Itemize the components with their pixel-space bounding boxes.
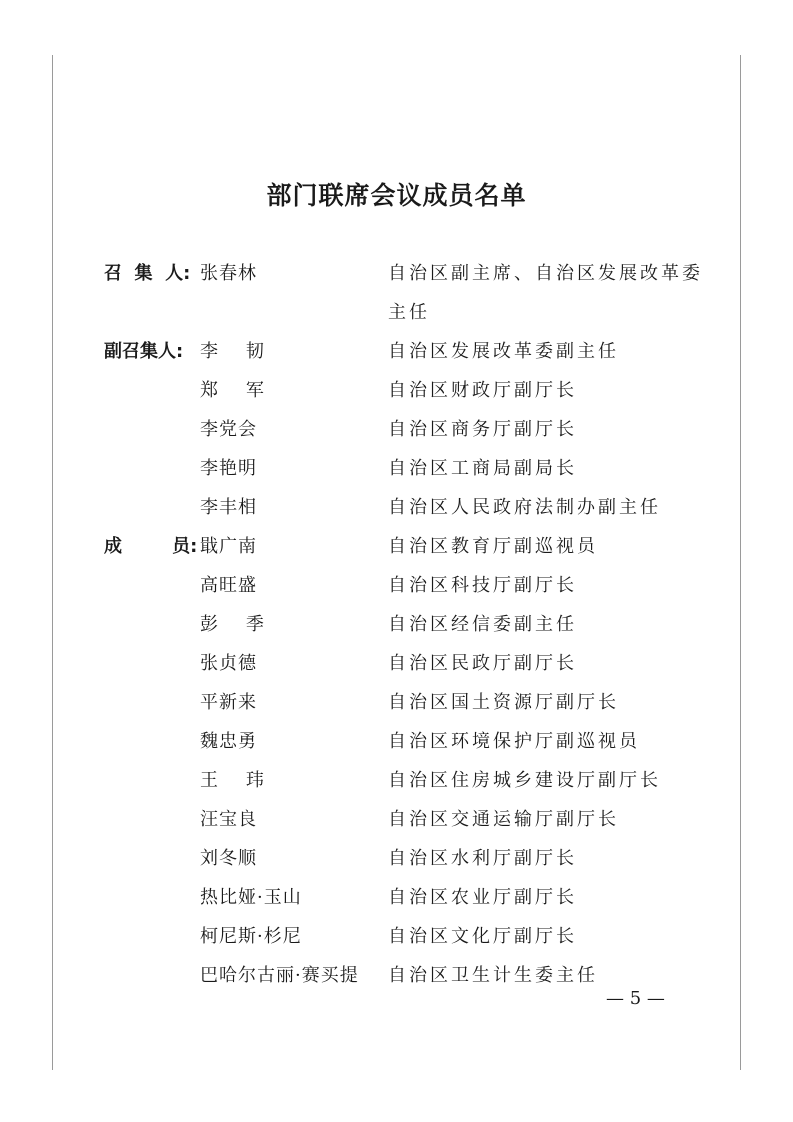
member-position: 自治区商务厅副厅长 (388, 419, 577, 440)
member-name: 热比娅·玉山 (200, 887, 302, 908)
member-position: 自治区发展改革委副主任 (388, 341, 619, 362)
member-name: 李 韧 (200, 341, 265, 362)
member-position: 自治区财政厅副厅长 (388, 380, 577, 401)
member-position: 自治区国土资源厅副厅长 (388, 692, 619, 713)
member-position: 自治区工商局副局长 (388, 458, 577, 479)
roster-row (0, 956, 793, 995)
member-name: 彭 季 (200, 614, 265, 635)
page-title: 部门联席会议成员名单 (266, 181, 527, 210)
member-position: 自治区住房城乡建设厅副厅长 (388, 770, 661, 791)
member-position: 自治区经信委副主任 (388, 614, 577, 635)
member-name: 魏忠勇 (200, 731, 257, 752)
member-name: 张春林 (200, 263, 257, 284)
member-name: 刘冬顺 (200, 848, 257, 869)
member-name: 平新来 (200, 692, 257, 713)
roster-row (0, 371, 793, 410)
member-name: 高旺盛 (200, 575, 257, 596)
roster-row (0, 722, 793, 761)
member-position: 自治区环境保护厅副巡视员 (388, 731, 640, 752)
roster-row (0, 644, 793, 683)
roster-row (0, 488, 793, 527)
roster-role-label: 成 员: (104, 536, 198, 557)
member-position: 主任 (388, 302, 430, 323)
member-position: 自治区交通运输厅副厅长 (388, 809, 619, 830)
member-position: 自治区副主席、自治区发展改革委 (388, 263, 703, 284)
member-position: 自治区民政厅副厅长 (388, 653, 577, 674)
roster-row (0, 410, 793, 449)
member-name: 李丰相 (200, 497, 257, 518)
member-position: 自治区卫生计生委主任 (388, 965, 598, 986)
member-name: 郑 军 (200, 380, 265, 401)
roster-role-label: 副召集人: (104, 341, 184, 362)
roster-row (0, 683, 793, 722)
roster-row (0, 332, 793, 371)
roster-row (0, 800, 793, 839)
member-position: 自治区水利厅副厅长 (388, 848, 577, 869)
member-name: 巴哈尔古丽·赛买提 (200, 965, 359, 986)
member-name: 王 玮 (200, 770, 265, 791)
roster-row (0, 254, 793, 293)
roster-role-label: 召 集 人: (104, 263, 191, 284)
member-position: 自治区人民政府法制办副主任 (388, 497, 661, 518)
roster-row (0, 527, 793, 566)
roster-row (0, 449, 793, 488)
member-name: 柯尼斯·杉尼 (200, 926, 302, 947)
member-roster (0, 254, 793, 994)
member-name: 戢广南 (200, 536, 257, 557)
page-number: — 5 — (606, 988, 665, 1009)
member-position: 自治区教育厅副巡视员 (388, 536, 598, 557)
member-position: 自治区农业厅副厅长 (388, 887, 577, 908)
roster-row (0, 878, 793, 917)
roster-row (0, 566, 793, 605)
roster-row (0, 761, 793, 800)
roster-row (0, 917, 793, 956)
roster-row (0, 605, 793, 644)
member-name: 汪宝良 (200, 809, 257, 830)
member-position: 自治区科技厅副厅长 (388, 575, 577, 596)
roster-row (0, 839, 793, 878)
member-name: 李艳明 (200, 458, 257, 479)
roster-row (0, 293, 793, 332)
member-name: 张贞德 (200, 653, 257, 674)
member-name: 李党会 (200, 419, 257, 440)
member-position: 自治区文化厅副厅长 (388, 926, 577, 947)
